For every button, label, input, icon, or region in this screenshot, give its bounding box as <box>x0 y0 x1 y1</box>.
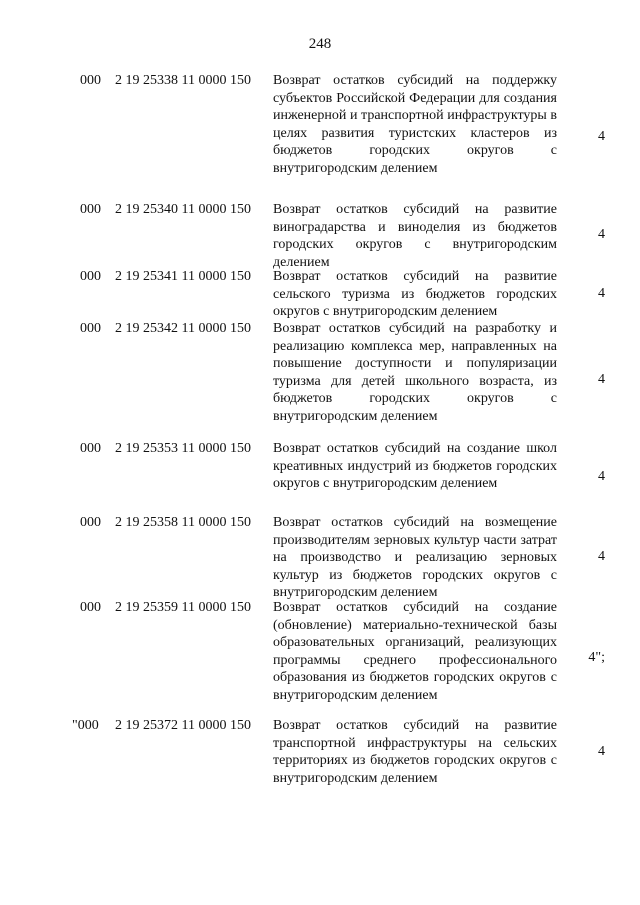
budget-code-table <box>0 72 640 787</box>
table-row <box>0 717 640 787</box>
row-amount: 4 <box>598 286 605 302</box>
row-amount: 4"; <box>588 650 605 666</box>
table-row <box>0 320 640 440</box>
admin-code: 000 <box>80 600 101 615</box>
table-row <box>0 201 640 268</box>
row-amount: 4 <box>598 744 605 760</box>
budget-classification-code: 2 19 25359 11 0000 150 <box>115 600 251 615</box>
page-number: 248 <box>308 36 332 52</box>
admin-code: 000 <box>80 202 101 217</box>
table-row <box>0 72 640 201</box>
table-row <box>0 599 640 717</box>
row-description: Возврат остатков субсидий на развитие транспортной инфраструктуры на сельских территориях из бюджетов городских округов с внутригородским делением <box>273 718 557 786</box>
row-amount: 4 <box>598 128 605 144</box>
budget-classification-code: 2 19 25340 11 0000 150 <box>115 202 251 217</box>
admin-code: 000 <box>80 73 101 88</box>
budget-classification-code: 2 19 25358 11 0000 150 <box>115 515 251 530</box>
admin-code: 000 <box>80 441 101 456</box>
row-amount: 4 <box>598 548 605 564</box>
row-description: Возврат остатков субсидий на возмещение производителям зерновых культур части затрат на производство и реализацию зерновых культур из бюджетов городских округов с внутригородским делением <box>273 515 557 600</box>
table-row <box>0 268 640 320</box>
row-amount: 4 <box>598 226 605 242</box>
budget-classification-code: 2 19 25372 11 0000 150 <box>115 718 251 733</box>
budget-classification-code: 2 19 25341 11 0000 150 <box>115 269 251 284</box>
row-description: Возврат остатков субсидий на поддержку субъектов Российской Федерации для создания инженерной и транспортной инфраструктуры в целях развития туристских кластеров из бюджетов городских округов с внутригородским делением <box>273 73 557 176</box>
row-description: Возврат остатков субсидий на создание (обновление) материально-технической базы образовательных организаций, реализующих программы среднего профессионального образования из бюджетов городских округов с внутригородским делением <box>273 600 557 703</box>
row-amount: 4 <box>598 372 605 388</box>
admin-code: 000 <box>80 515 101 530</box>
table-row <box>0 440 640 514</box>
row-description: Возврат остатков субсидий на развитие сельского туризма из бюджетов городских округов с внутригородским делением <box>273 269 557 319</box>
admin-code: "000 <box>72 718 99 733</box>
budget-classification-code: 2 19 25338 11 0000 150 <box>115 73 251 88</box>
admin-code: 000 <box>80 321 101 336</box>
row-description: Возврат остатков субсидий на развитие виноградарства и виноделия из бюджетов городских округов с внутригородским делением <box>273 202 557 270</box>
budget-classification-code: 2 19 25353 11 0000 150 <box>115 441 251 456</box>
table-row <box>0 514 640 599</box>
admin-code: 000 <box>80 269 101 284</box>
row-description: Возврат остатков субсидий на разработку и реализацию комплекса мер, направленных на повышение доступности и популяризации туризма для детей школьного возраста, из бюджетов городских округов с внутригородским делением <box>273 321 557 424</box>
row-description: Возврат остатков субсидий на создание школ креативных индустрий из бюджетов городских округов с внутригородским делением <box>273 441 557 491</box>
row-amount: 4 <box>598 469 605 485</box>
budget-classification-code: 2 19 25342 11 0000 150 <box>115 321 251 336</box>
